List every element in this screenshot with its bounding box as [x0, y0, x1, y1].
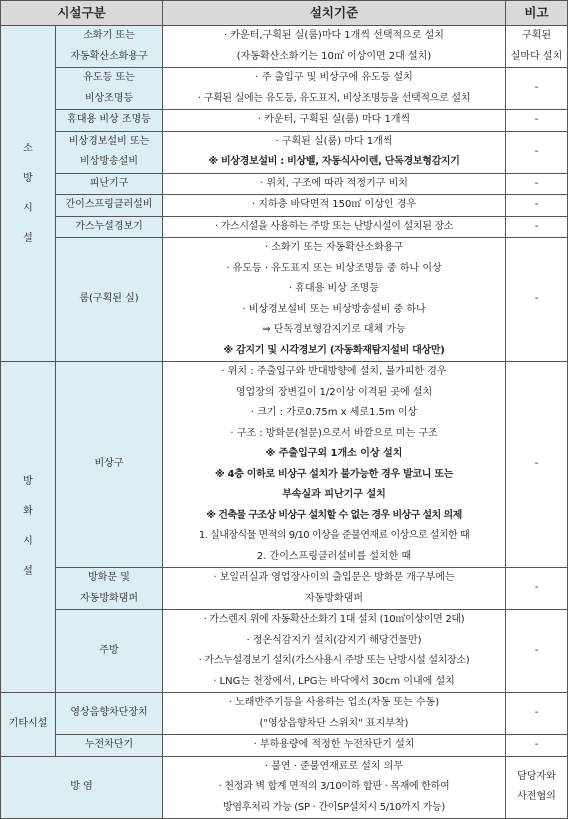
row-text-escape-tool: · 위치, 구조에 따라 적정기구 비치: [163, 173, 506, 195]
row-remark-sound-cutoff: -: [506, 693, 568, 735]
header-row: [1, 1, 568, 26]
table-row: [1, 110, 568, 132]
row-text-room: · 소화기 또는 자동확산소화용구 · 유도등 · 유도표지 또는 비상조명등 중 하나 이상 · 휴대용 비상 조명등 · 비상경보설비 또는 비상방송설비 중 하나 ⇒ 단독경보형감지기로 대체 가능 ※ 감지기 및 시각경보기 (자동화재탐지설비 대상만): [163, 238, 506, 362]
row-name-alarm: 비상경보설비 또는 비상방송설비: [56, 131, 163, 173]
row-remark-gas-alarm: -: [506, 216, 568, 238]
row-text-sound-cutoff: · 노래반주기등을 사용하는 업소(자동 또는 수동) ("영상음향차단 스위치" 표지부착): [163, 693, 506, 735]
row-remark-fire-door: -: [506, 568, 568, 610]
table-row: [1, 610, 568, 693]
row-name-fire-door: 방화문 및 자동방화댐퍼: [56, 568, 163, 610]
row-text-portable-light: · 카운터, 구획된 실(룸) 마다 1개씩: [163, 110, 506, 132]
row-text-gas-alarm: · 가스시설을 사용하는 주방 또는 난방시설이 설치된 장소: [163, 216, 506, 238]
row-name-kitchen: 주방: [56, 610, 163, 693]
row-name-room: 룸(구획된 실): [56, 238, 163, 362]
row-name-leak-breaker: 누전차단기: [56, 735, 163, 757]
header-category: 시설구분: [1, 1, 163, 26]
row-text-sprinkler: · 지하층 바닥면적 150㎡ 이상인 경우: [163, 195, 506, 217]
table-row: [1, 568, 568, 610]
row-name-gas-alarm: 가스누설경보기: [56, 216, 163, 238]
row-name-sprinkler: 간이스프링클러설비: [56, 195, 163, 217]
table-row: [1, 26, 568, 68]
group-flameproof: 방 염: [1, 756, 163, 819]
group-fire-prevention-facilities: 방 화 시 설: [1, 362, 56, 693]
row-remark-kitchen: -: [506, 610, 568, 693]
table-row: [1, 693, 568, 735]
table-row: [1, 735, 568, 757]
row-text-fire-door: · 보일러실과 영업장사이의 출입문은 방화문 개구부에는 자동방화댐퍼: [163, 568, 506, 610]
row-text-kitchen: · 가스렌지 위에 자동확산소화기 1대 설치 (10㎡이상이면 2대) · 정온식감지기 설치(감지기 해당건물만) · 가스누설경보기 설치(가스사용시 주방 또는 난방시설 설치장소) · LNG는 천장에서, LPG는 바닥에서 30cm 이내에 설치: [163, 610, 506, 693]
row-remark-portable-light: -: [506, 110, 568, 132]
row-name-sound-cutoff: 영상음향차단장치: [56, 693, 163, 735]
row-name-extinguisher: 소화기 또는 자동확산소화용구: [56, 26, 163, 68]
row-text-guide-light: · 주 출입구 및 비상구에 유도등 설치 · 구획된 실에는 유도등, 유도표지, 비상조명등을 선택적으로 설치: [163, 68, 506, 110]
row-remark-escape-tool: -: [506, 173, 568, 195]
row-name-portable-light: 휴대용 비상 조명등: [56, 110, 163, 132]
row-remark-room: -: [506, 238, 568, 362]
row-name-emergency-exit: 비상구: [56, 362, 163, 568]
header-standard: 설치기준: [163, 1, 506, 26]
group-fire-facilities: 소 방 시 설: [1, 26, 56, 362]
row-remark-leak-breaker: -: [506, 735, 568, 757]
row-name-escape-tool: 피난기구: [56, 173, 163, 195]
row-remark-alarm: -: [506, 131, 568, 173]
row-remark-sprinkler: -: [506, 195, 568, 217]
group-other-facilities: 기타시설: [1, 693, 56, 757]
table-row: [1, 68, 568, 110]
table-row: [1, 195, 568, 217]
table-row: [1, 362, 568, 568]
table-row: [1, 131, 568, 173]
row-remark-emergency-exit: -: [506, 362, 568, 568]
row-name-guide-light: 유도등 또는 비상조명등: [56, 68, 163, 110]
table-row: [1, 756, 568, 819]
row-remark-guide-light: -: [506, 68, 568, 110]
table-row: [1, 173, 568, 195]
row-text-flameproof: · 불연 · 준불연재료로 설치 의무 · 천정과 벽 합계 면적의 3/10이하 합판 · 목재에 한하여 방염후처리 가능 (SP · 간이SP설치시 5/10까지 가능): [163, 756, 506, 819]
table-row: [1, 216, 568, 238]
row-text-extinguisher: · 카운터,구획된 실(룸)마다 1개씩 선택적으로 설치 (자동확산소화기는 10㎡ 이상이면 2대 설치): [163, 26, 506, 68]
row-text-leak-breaker: · 부하용량에 적정한 누전차단기 설치: [163, 735, 506, 757]
row-remark-extinguisher: 구획된 실마다 설치: [506, 26, 568, 68]
header-remark: 비고: [506, 1, 568, 26]
row-remark-flameproof: 담당자와 사전협의: [506, 756, 568, 819]
row-text-emergency-exit: · 위치 : 주출입구와 반대방향에 설치, 불가피한 경우 영업장의 장변길이 1/2이상 이격된 곳에 설치 · 크기 : 가로0.75m x 세로1.5m 이상 · 구조 : 방화문(철문)으로서 바깥으로 미는 구조 ※ 주출입구외 1개소 이상 설치 ※ 4층 이하로 비상구 설치가 불가능한 경우 발코니 또는 부속실과 피난기구 설치 ※ 건축물 구조상 비상구 설치할 수 없는 경우 비상구 설치 의제 1. 실내장식물 면적의 9/10 이상을 준불연재료 이상으로 설치한 때 2. 간이스프링클러설비를 설치한 때: [163, 362, 506, 568]
row-text-alarm: · 구획된 실(룸) 마다 1개씩 ※ 비상경보설비 : 비상벨, 자동식사이렌, 단독경보형감지기: [163, 131, 506, 173]
